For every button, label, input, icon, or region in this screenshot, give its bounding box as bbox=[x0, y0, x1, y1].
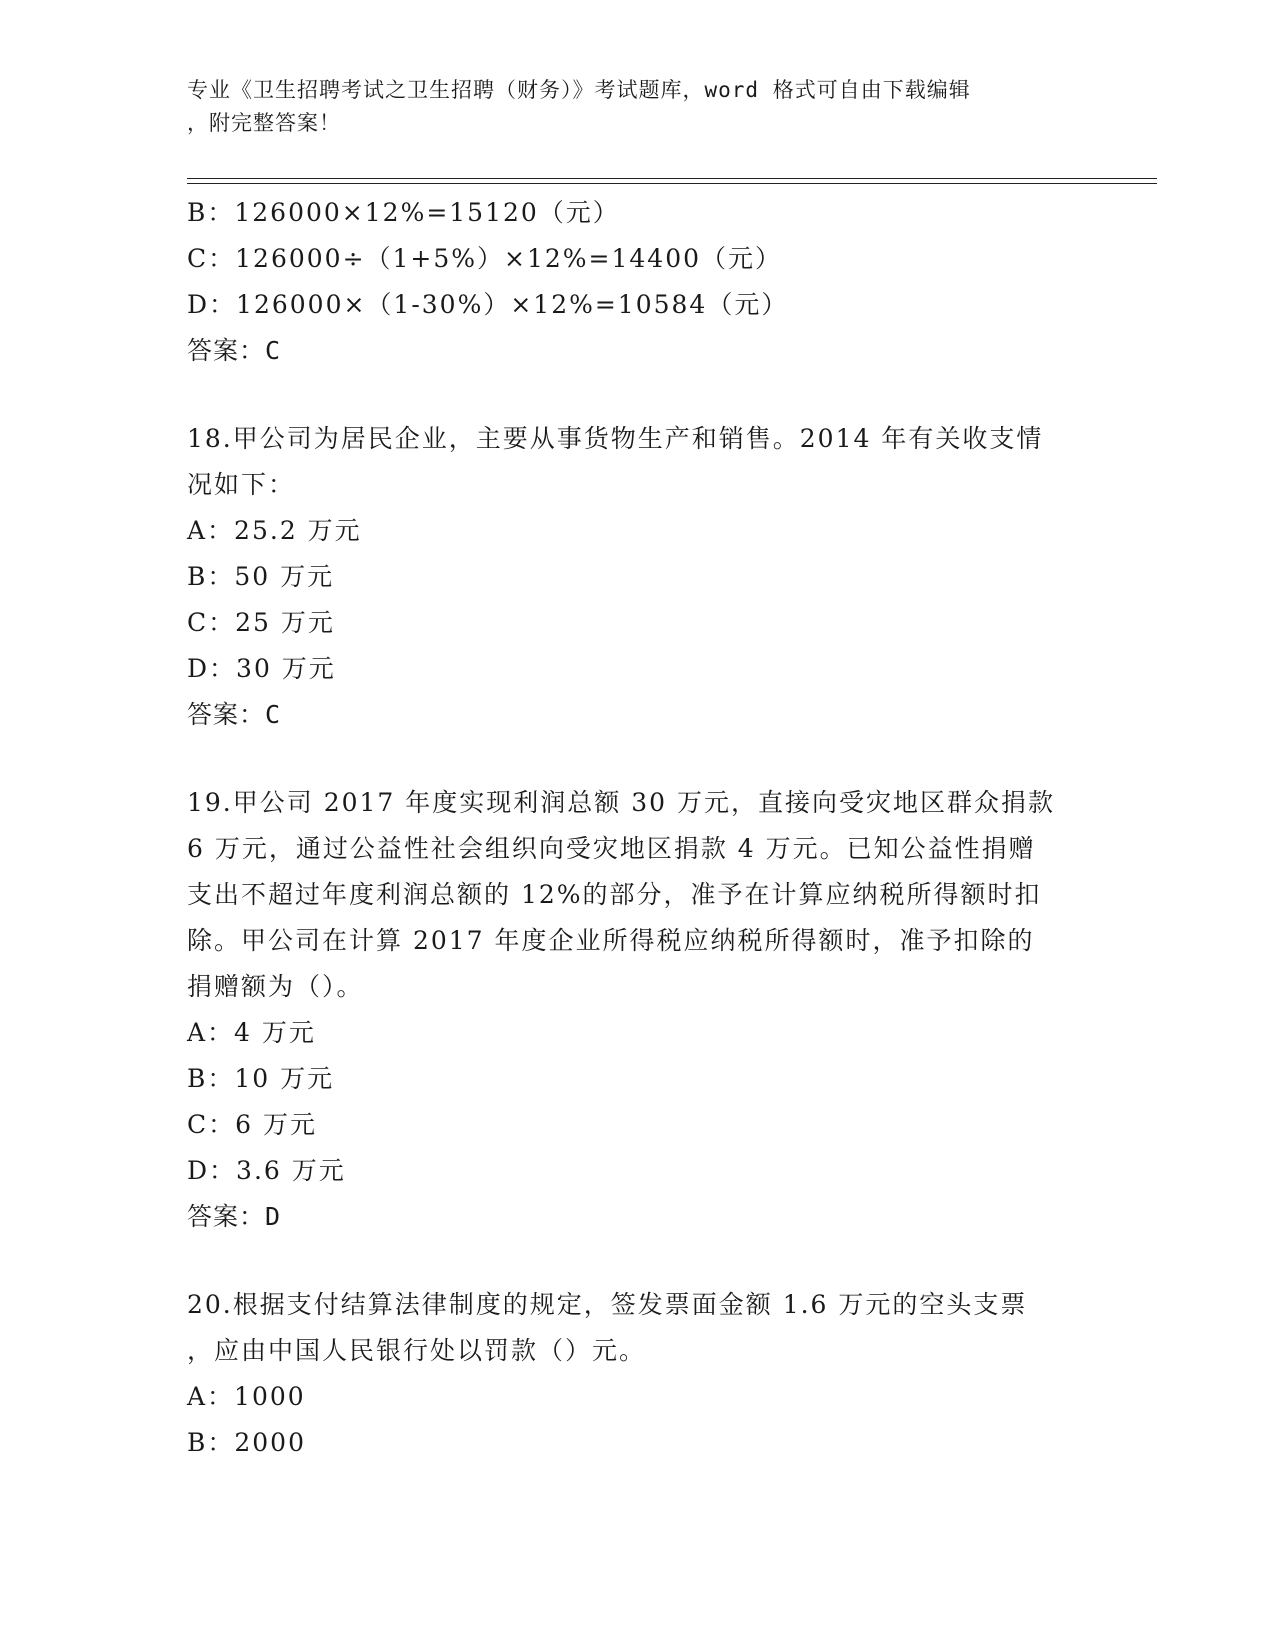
question-stem: 除。甲公司在计算 2017 年度企业所得税应纳税所得额时，准予扣除的 bbox=[187, 926, 1035, 955]
question-20 bbox=[187, 1282, 1087, 1466]
option-d: D：30 万元 bbox=[187, 654, 336, 683]
question-stem: 20.根据支付结算法律制度的规定，签发票面金额 1.6 万元的空头支票 bbox=[187, 1290, 1028, 1319]
header-divider-top bbox=[187, 178, 1157, 179]
answer: 答案：C bbox=[187, 700, 282, 729]
option-a: A：1000 bbox=[187, 1382, 306, 1411]
option-c: C：25 万元 bbox=[187, 608, 335, 637]
option-d: D：3.6 万元 bbox=[187, 1156, 346, 1185]
header-line-1: 专业《卫生招聘考试之卫生招聘（财务）》考试题库，word 格式可自由下载编辑 bbox=[187, 78, 971, 102]
question-stem: 支出不超过年度利润总额的 12%的部分，准予在计算应纳税所得额时扣 bbox=[187, 880, 1042, 909]
spacer bbox=[187, 374, 1087, 416]
question-19 bbox=[187, 780, 1087, 1240]
option-a: A：4 万元 bbox=[187, 1018, 316, 1047]
option-b: B：50 万元 bbox=[187, 562, 335, 591]
option-b: B：2000 bbox=[187, 1428, 306, 1457]
option-b: B：126000×12%=15120（元） bbox=[187, 198, 620, 227]
header-line-2: ，附完整答案！ bbox=[187, 111, 341, 135]
question-18 bbox=[187, 416, 1087, 738]
answer: 答案：D bbox=[187, 1202, 282, 1231]
answer: 答案：C bbox=[187, 336, 282, 365]
option-b: B：10 万元 bbox=[187, 1064, 335, 1093]
question-stem: 捐赠额为（）。 bbox=[187, 972, 364, 1001]
question-list bbox=[187, 190, 1087, 1466]
question-stem: 6 万元，通过公益性社会组织向受灾地区捐款 4 万元。已知公益性捐赠 bbox=[187, 834, 1036, 863]
question-stem: 况如下： bbox=[187, 470, 296, 499]
option-a: A：25.2 万元 bbox=[187, 516, 362, 545]
document-header bbox=[187, 74, 1067, 140]
option-d: D：126000×（1-30%）×12%=10584（元） bbox=[187, 290, 789, 319]
question-17 bbox=[187, 190, 1087, 374]
header-divider-bottom bbox=[187, 183, 1157, 184]
option-c: C：6 万元 bbox=[187, 1110, 317, 1139]
question-stem: ，应由中国人民银行处以罚款（）元。 bbox=[187, 1336, 647, 1365]
option-c: C：126000÷（1+5%）×12%=14400（元） bbox=[187, 244, 783, 273]
question-stem: 18.甲公司为居民企业，主要从事货物生产和销售。2014 年有关收支情 bbox=[187, 424, 1044, 453]
question-stem: 19.甲公司 2017 年度实现利润总额 30 万元，直接向受灾地区群众捐款 bbox=[187, 788, 1055, 817]
spacer bbox=[187, 1240, 1087, 1282]
spacer bbox=[187, 738, 1087, 780]
